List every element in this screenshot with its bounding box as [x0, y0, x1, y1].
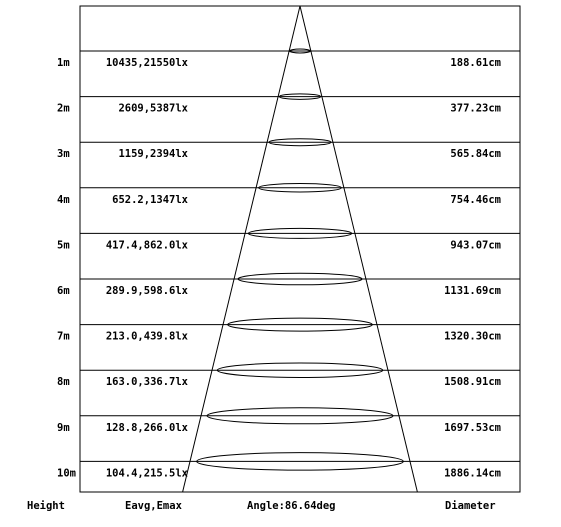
illuminance-label: 10435,21550lx	[105, 57, 188, 69]
height-label: 8m	[57, 376, 70, 389]
illuminance-label: 128.8,266.0lx	[105, 421, 188, 434]
footer-labels	[27, 500, 496, 512]
diameter-label: 943.07cm	[450, 239, 501, 252]
footer-diameter-label: Diameter	[445, 500, 496, 512]
height-label: 1m	[57, 57, 70, 69]
illuminance-label: 652.2,1347lx	[112, 193, 188, 206]
diameter-label: 565.84cm	[450, 148, 501, 161]
height-label: 7m	[57, 330, 70, 343]
diameter-label: 1508.91cm	[444, 376, 501, 389]
diameter-label: 1131.69cm	[444, 285, 501, 297]
illuminance-label: 213.0,439.8lx	[105, 330, 188, 343]
illuminance-label: 163.0,336.7lx	[105, 376, 188, 389]
height-label: 3m	[57, 148, 70, 161]
height-label: 2m	[57, 102, 70, 115]
diameter-label: 1886.14cm	[444, 467, 501, 480]
footer-angle-label: Angle:86.64deg	[247, 500, 336, 512]
cone-left-edge	[183, 6, 300, 492]
illuminance-label: 289.9,598.6lx	[105, 285, 188, 297]
diameter-label: 754.46cm	[450, 193, 501, 206]
diameter-label: 1320.30cm	[444, 330, 501, 343]
footer-height-label: Height	[27, 500, 65, 512]
beam-ellipses	[197, 49, 404, 470]
diameter-label: 377.23cm	[450, 102, 501, 115]
height-label: 6m	[57, 285, 70, 297]
illuminance-label: 104.4,215.5lx	[105, 467, 188, 480]
height-label: 5m	[57, 239, 70, 252]
height-label: 4m	[57, 193, 70, 206]
diameter-label: 188.61cm	[450, 57, 501, 69]
height-label: 9m	[57, 421, 70, 434]
illuminance-label: 2609,5387lx	[118, 102, 188, 115]
cone-right-edge	[300, 6, 417, 492]
illuminance-label: 1159,2394lx	[118, 148, 188, 161]
illuminance-label: 417.4,862.0lx	[105, 239, 188, 252]
diameter-label: 1697.53cm	[444, 421, 501, 434]
beam-cone	[183, 6, 418, 492]
height-label: 10m	[57, 467, 76, 480]
footer-illuminance-label: Eavg,Emax	[125, 500, 182, 512]
